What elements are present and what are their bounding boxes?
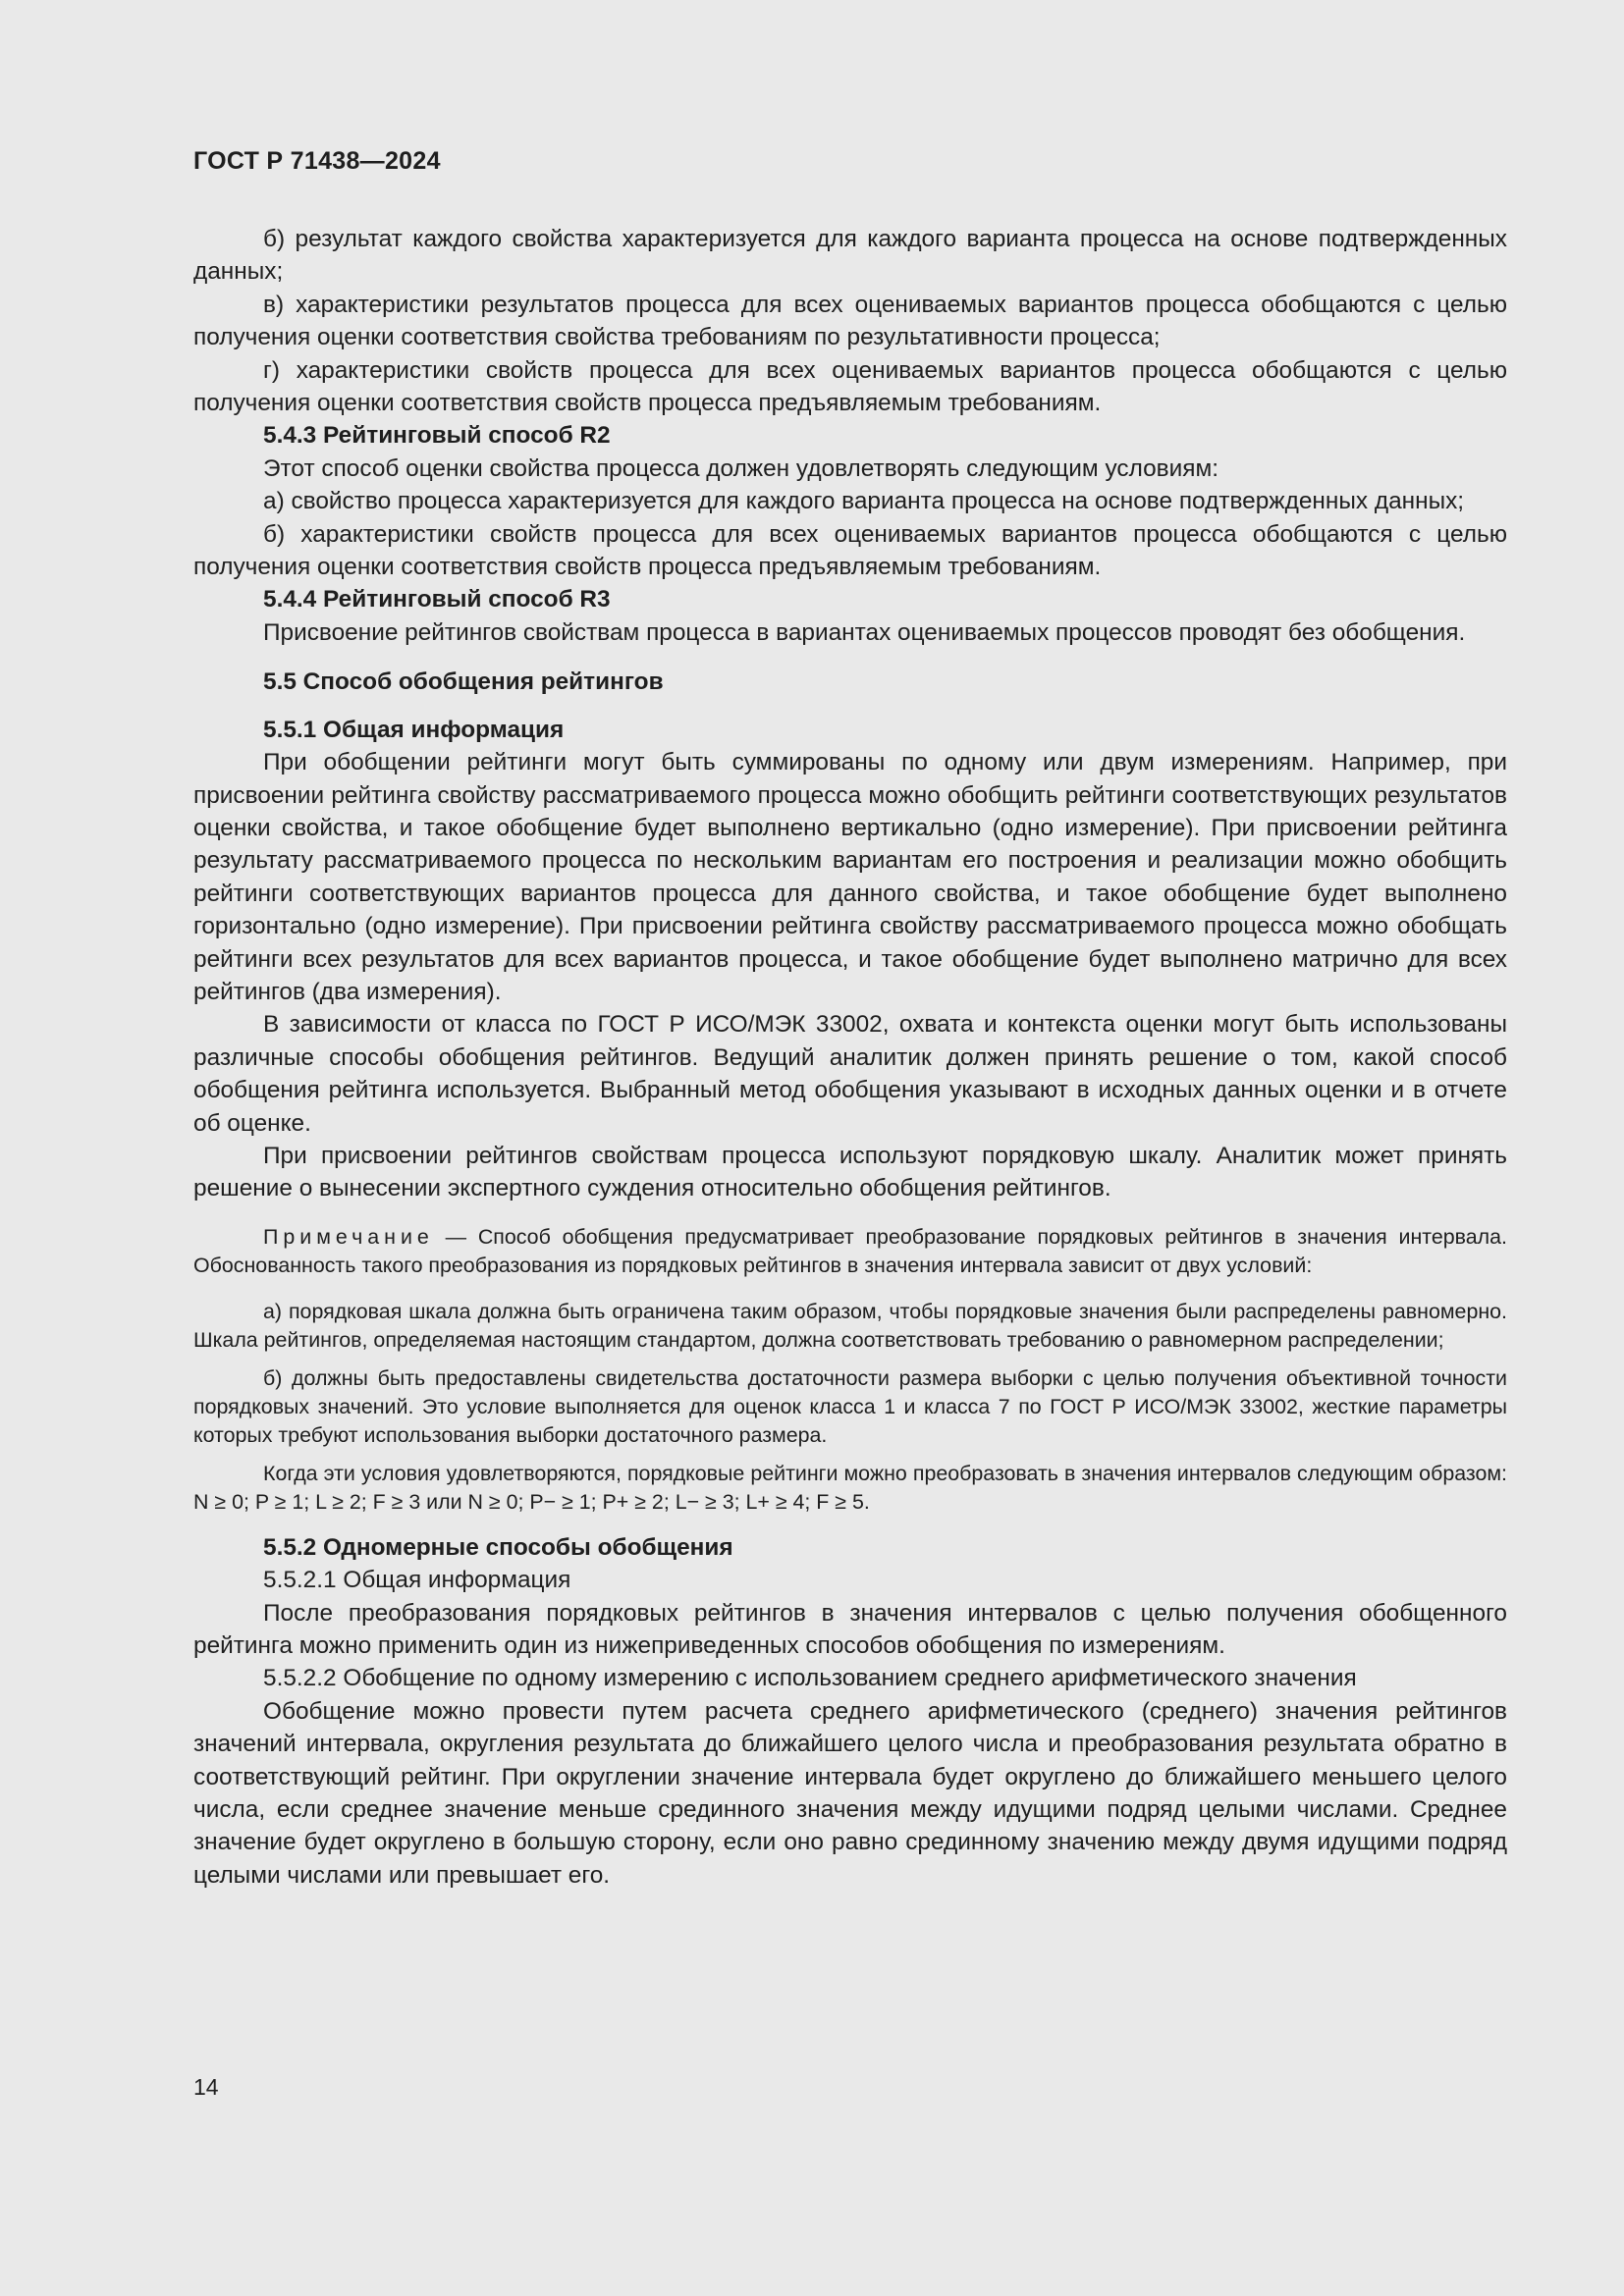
paragraph: При присвоении рейтингов свойствам процесса используют порядковую шкалу. Аналитик может принять решение о вынесении экспертного суждения относительно обобщения рейтингов. (193, 1142, 1507, 1202)
heading-5-4-3: 5.4.3 Рейтинговый способ R2 (263, 422, 611, 450)
paragraph: б) результат каждого свойства характеризуется для каждого варианта процесса на основе подтвержденных данных; (193, 226, 1507, 286)
paragraph: Обобщение можно провести путем расчета среднего арифметического (среднего) значения рейтингов значений интервала, округления результата до ближайшего целого числа и преобразования результата обратно в соответствующий рейтинг. При округлении значение интервала будет округлено до ближайшего меньшего целого числа, если среднее значение меньше срединного значения между идущими подряд целыми числами. Среднее значение будет округлено в большую сторону, если оно равно срединному значению между двумя идущими подряд целыми числами или превышает его. (193, 1697, 1507, 1889)
note-item-b: б) должны быть предоставлены свидетельства достаточности размера выборки с целью получения объективной точности порядковых значений. Это условие выполняется для оценок класса 1 и класса 7 по ГОСТ Р ИСО/МЭК 33002, жесткие параметры которых требуют использования выборки достаточного размера. (193, 1365, 1507, 1447)
paragraph: г) характеристики свойств процесса для всех оцениваемых вариантов процесса обобщаются с целью получения оценки соответствия свойств процесса предъявляемым требованиям. (193, 356, 1507, 417)
heading-5-5-2: 5.5.2 Одномерные способы обобщения (263, 1533, 733, 1561)
paragraph: В зависимости от класса по ГОСТ Р ИСО/МЭК 33002, охвата и контекста оценки могут быть использованы различные способы обобщения рейтингов. Ведущий аналитик должен принять решение о том, какой способ обобщения рейтинга используется. Выбранный метод обобщения указывают в исходных данных оценки и в отчете об оценке. (193, 1011, 1507, 1137)
paragraph: в) характеристики результатов процесса для всех оцениваемых вариантов процесса обобщаются с целью получения оценки соответствия свойства требованиям по результативности процесса; (193, 291, 1507, 351)
paragraph: б) характеристики свойств процесса для всех оцениваемых вариантов процесса обобщаются с целью получения оценки соответствия свойств процесса предъявляемым требованиям. (193, 520, 1507, 581)
note-text: — Способ обобщения предусматривает преобразование порядковых рейтингов в значения интервала. Обоснованность такого преобразования из порядковых рейтингов в значения интервала зависит от двух условий: (193, 1224, 1507, 1277)
paragraph: При обобщении рейтинги могут быть суммированы по одному или двум измерениям. Например, при присвоении рейтинга свойству рассматриваемого процесса можно обобщить рейтинги соответствующих результатов оценки свойства, и такое обобщение будет выполнено вертикально (одно измерение). При присвоении рейтинга результату рассматриваемого процесса по нескольким вариантам его построения и реализации можно обобщить рейтинги соответствующих вариантов процесса для данного свойства, и такое обобщение будет выполнено горизонтально (одно измерение). При присвоении рейтинга свойству рассматриваемого процесса можно обобщать рейтинги всех результатов для всех вариантов процесса, и такое обобщение будет выполнено матрично для всех рейтингов (два измерения). (193, 749, 1507, 1005)
heading-5-5-2-2: 5.5.2.2 Обобщение по одному измерению с использованием среднего арифметического значения (263, 1665, 1357, 1692)
heading-5-5-2-1: 5.5.2.1 Общая информация (263, 1567, 571, 1594)
paragraph: а) свойство процесса характеризуется для каждого варианта процесса на основе подтвержденных данных; (263, 488, 1465, 515)
heading-5-5: 5.5 Способ обобщения рейтингов (263, 668, 664, 696)
document-body (193, 223, 1507, 1892)
page-number: 14 (193, 2074, 219, 2100)
note-label: Примечание (263, 1224, 434, 1249)
paragraph: Этот способ оценки свойства процесса должен удовлетворять следующим условиям: (263, 454, 1219, 482)
note-conclusion: Когда эти условия удовлетворяются, порядковые рейтинги можно преобразовать в значения интервалов следующим образом: N ≥ 0; P ≥ 1; L ≥ 2; F ≥ 3 или N ≥ 0; P− ≥ 1; P+ ≥ 2; L− ≥ 3; L+ ≥ 4; F ≥ 5. (193, 1461, 1507, 1514)
paragraph: Присвоение рейтингов свойствам процесса в вариантах оцениваемых процессов проводят без обобщения. (263, 618, 1466, 646)
note-intro (193, 1223, 1507, 1280)
note-item-a: а) порядковая шкала должна быть ограничена таким образом, чтобы порядковые значения были распределены равномерно. Шкала рейтингов, определяемая настоящим стандартом, должна соответствовать требованию о равномерном распределении; (193, 1299, 1507, 1352)
heading-5-5-1: 5.5.1 Общая информация (263, 716, 565, 743)
heading-5-4-4: 5.4.4 Рейтинговый способ R3 (263, 586, 611, 614)
paragraph: После преобразования порядковых рейтингов в значения интервалов с целью получения обобщенного рейтинга можно применить один из нижеприведенных способов обобщения по измерениям. (193, 1599, 1507, 1659)
standard-designation: ГОСТ Р 71438—2024 (193, 147, 441, 175)
